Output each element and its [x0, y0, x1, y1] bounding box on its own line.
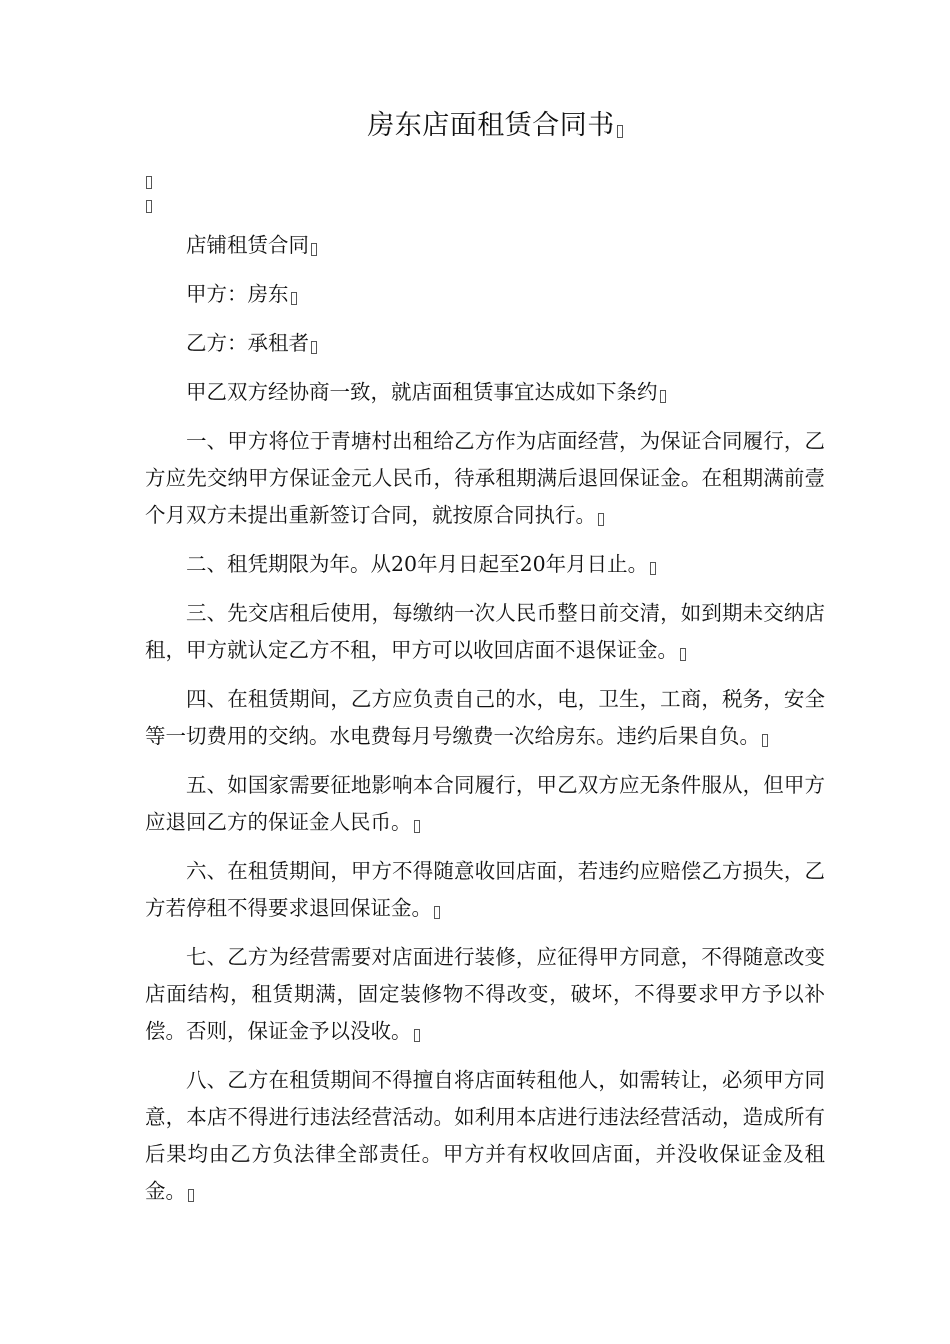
- paragraph-mark-icon: [291, 292, 297, 305]
- clause-paragraph: [145, 681, 825, 755]
- clause-3: 三、先交店租后使用，每缴纳一次人民币整日前交清，如到期未交纳店租，甲方就认定乙方不租，甲方可以收回店面不退保证金。: [145, 601, 825, 662]
- clause-paragraph: [145, 595, 825, 669]
- party-a-line: [145, 276, 825, 313]
- preamble-line: [145, 374, 825, 411]
- paragraph-mark-icon: [311, 341, 317, 354]
- clause-paragraph: [145, 423, 825, 534]
- clause-2: 二、租凭期限为年。从20年月日起至20年月日止。: [186, 552, 649, 576]
- contract-body: [145, 227, 825, 1222]
- clause-1: 一、甲方将位于青塘村出租给乙方作为店面经营，为保证合同履行，乙方应先交纳甲方保证金元人民币，待承租期满后退回保证金。在租期满前壹个月双方未提出重新签订合同，就按原合同执行。: [145, 429, 825, 527]
- paragraph-mark-icon: [762, 734, 768, 747]
- clause-paragraph: [145, 939, 825, 1050]
- empty-paragraph-mark-icon: [146, 200, 152, 213]
- document-title-line: [0, 106, 950, 146]
- clause-paragraph: [145, 853, 825, 927]
- contract-subtitle-line: [145, 227, 825, 264]
- paragraph-mark-icon: [434, 906, 440, 919]
- paragraph-mark-icon: [311, 243, 317, 256]
- clause-paragraph: [145, 546, 825, 583]
- empty-paragraph-mark-icon: [146, 176, 152, 189]
- paragraph-mark-icon: [660, 390, 666, 403]
- paragraph-mark-icon: [598, 513, 604, 526]
- clause-5: 五、如国家需要征地影响本合同履行，甲乙双方应无条件服从，但甲方应退回乙方的保证金人民币。: [145, 773, 825, 834]
- party-b: 乙方：承租者: [186, 331, 309, 355]
- party-a: 甲方：房东: [186, 282, 289, 306]
- paragraph-mark-icon: [650, 562, 656, 575]
- clause-4: 四、在租赁期间，乙方应负责自己的水，电，卫生，工商，税务，安全等一切费用的交纳。水电费每月号缴费一次给房东。违约后果自负。: [145, 687, 825, 748]
- paragraph-mark-icon: [414, 820, 420, 833]
- clause-paragraph: [145, 767, 825, 841]
- document-title: 房东店面租赁合同书: [367, 110, 615, 141]
- preamble: 甲乙双方经协商一致，就店面租赁事宜达成如下条约: [186, 380, 658, 404]
- party-b-line: [145, 325, 825, 362]
- clause-paragraph: [145, 1062, 825, 1210]
- paragraph-mark-icon: [617, 125, 623, 138]
- clause-6: 六、在租赁期间，甲方不得随意收回店面，若违约应赔偿乙方损失，乙方若停租不得要求退回保证金。: [145, 859, 825, 920]
- contract-subtitle: 店铺租赁合同: [186, 233, 309, 257]
- paragraph-mark-icon: [680, 648, 686, 661]
- paragraph-mark-icon: [188, 1189, 194, 1202]
- paragraph-mark-icon: [414, 1029, 420, 1042]
- clause-7: 七、乙方为经营需要对店面进行装修，应征得甲方同意，不得随意改变店面结构，租赁期满，固定装修物不得改变，破坏，不得要求甲方予以补偿。否则，保证金予以没收。: [145, 945, 825, 1043]
- clause-8: 八、乙方在租赁期间不得擅自将店面转租他人，如需转让，必须甲方同意，本店不得进行违法经营活动。如利用本店进行违法经营活动，造成所有后果均由乙方负法律全部责任。甲方并有权收回店面，并没收保证金及租金。: [145, 1068, 825, 1203]
